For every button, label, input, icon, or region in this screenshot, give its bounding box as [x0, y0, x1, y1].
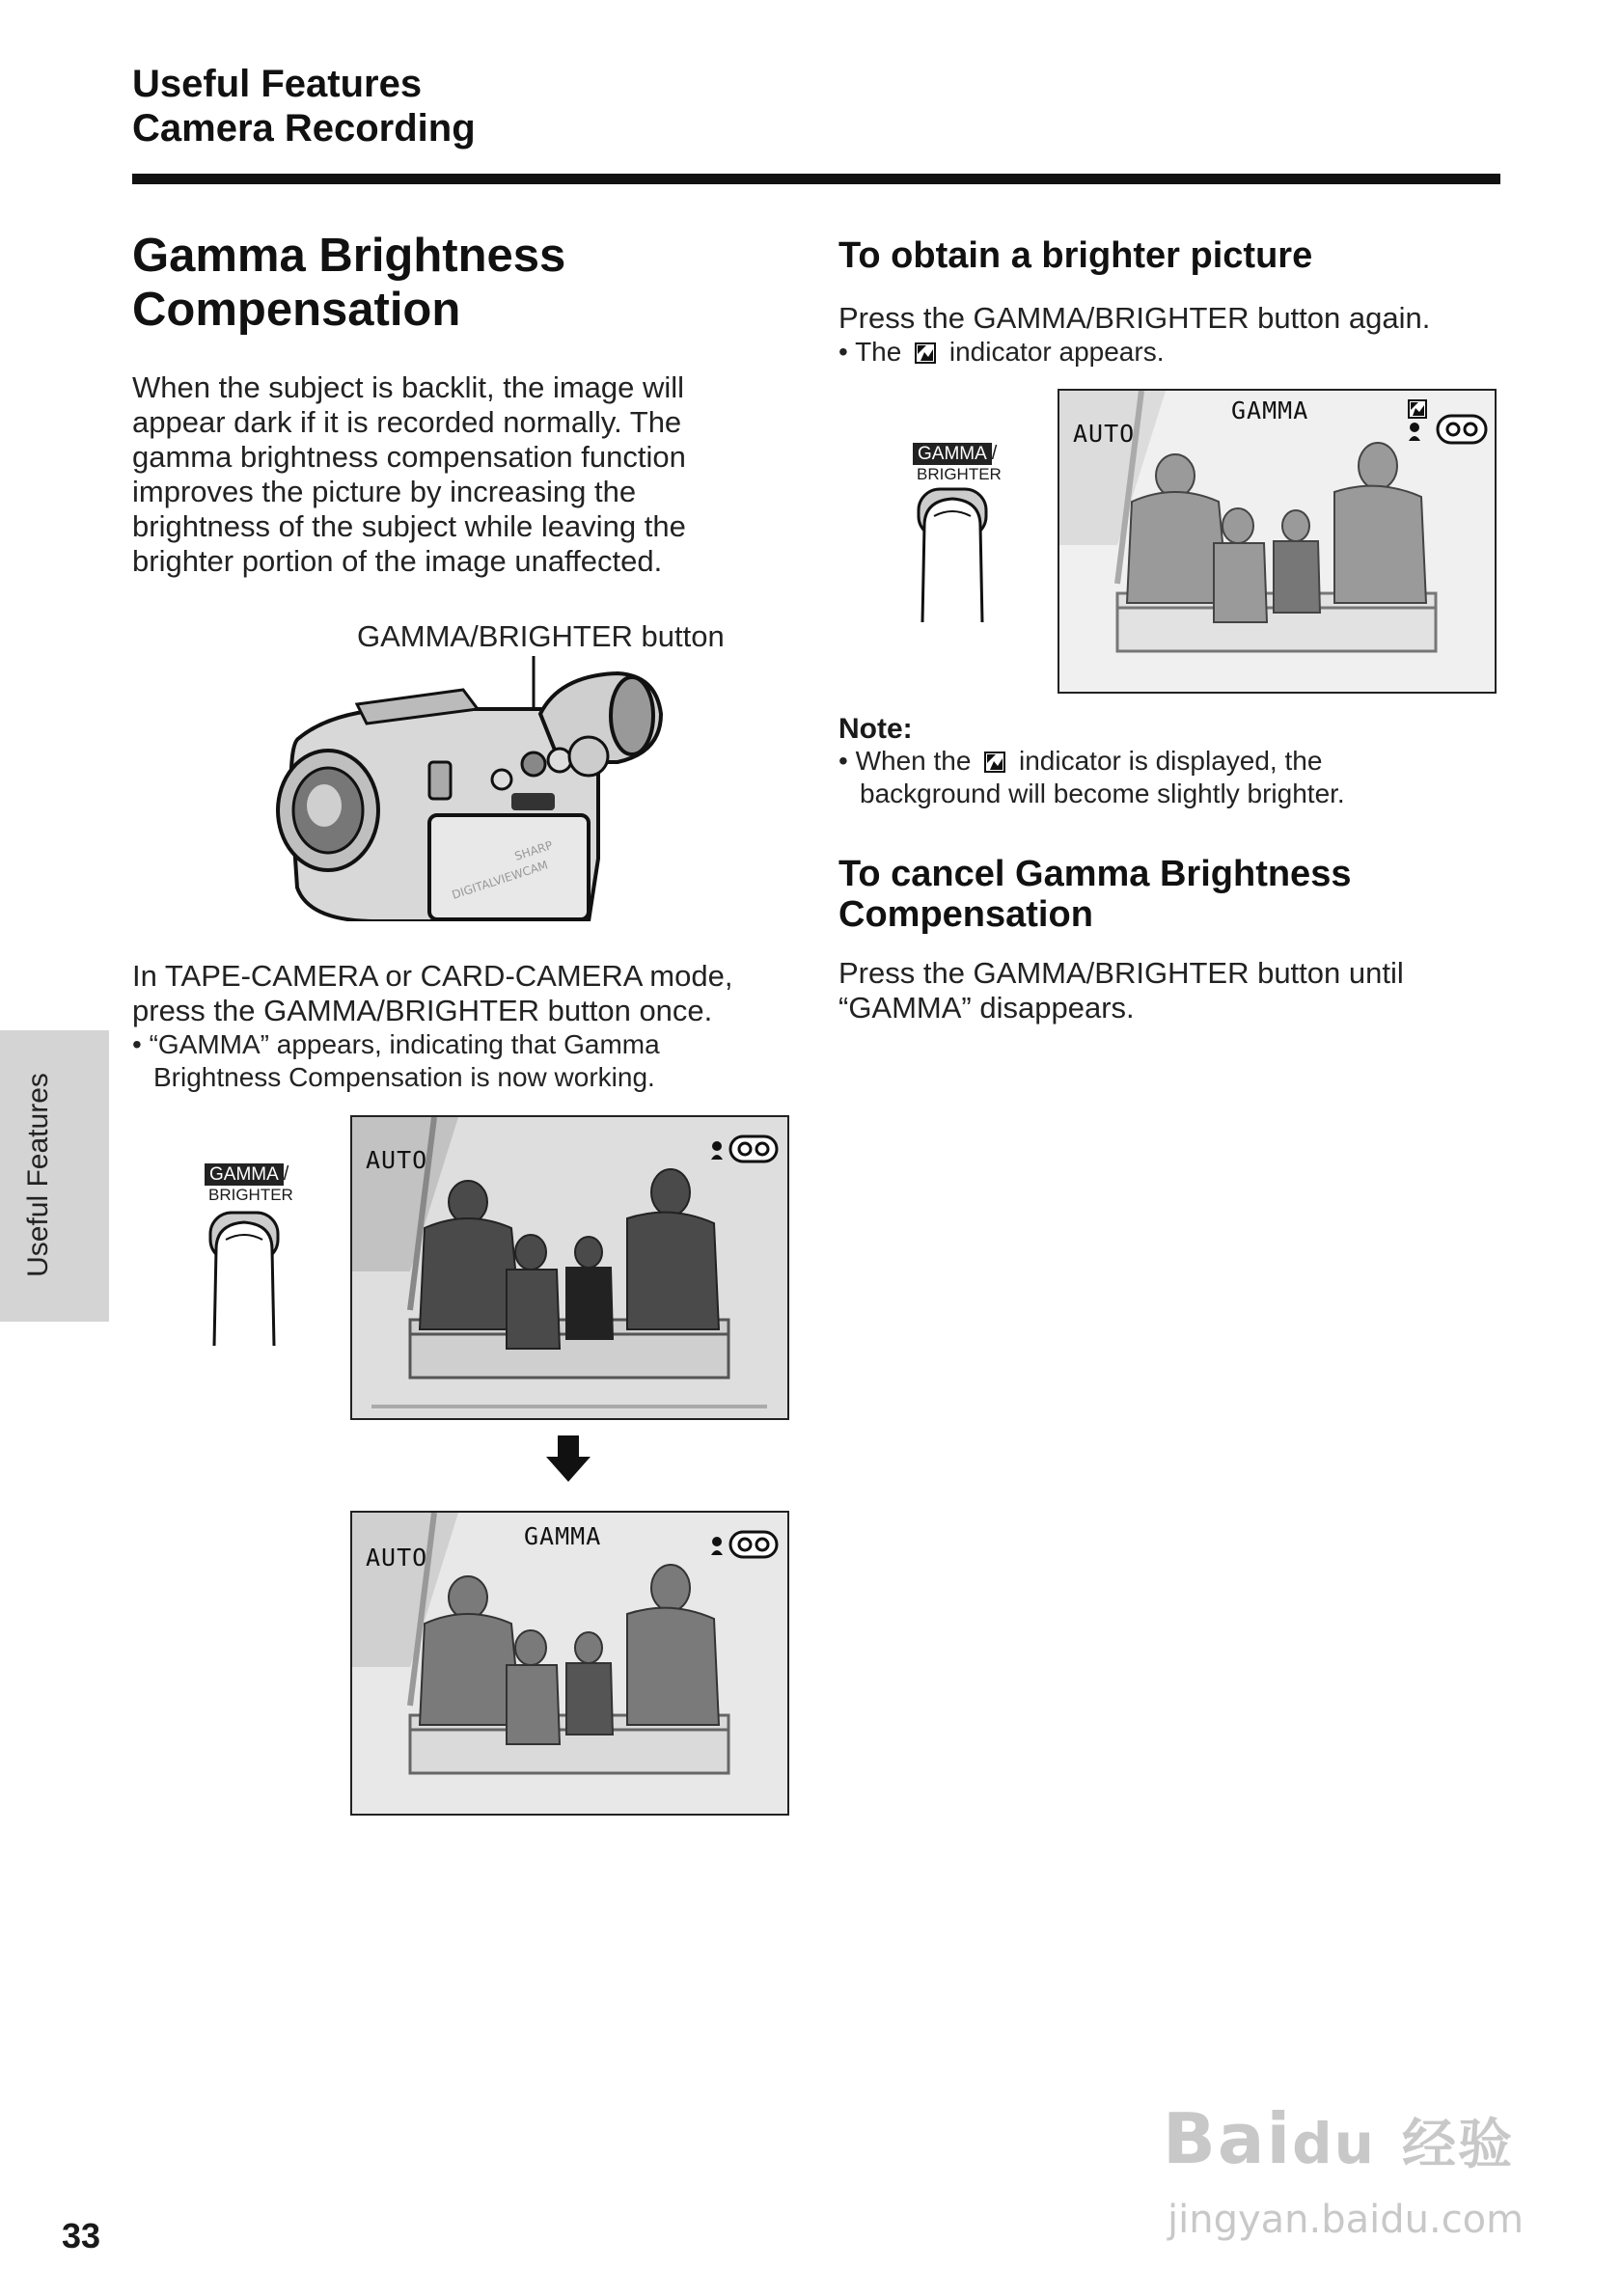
label-slash: / [283, 1163, 289, 1185]
tape-mode-icon [709, 1133, 781, 1165]
bullet-post: indicator appears. [948, 337, 1165, 367]
cancel-instruction [838, 956, 1495, 1025]
title-line-1: Gamma Brightness [132, 230, 566, 282]
gamma-label: GAMMA [205, 1163, 284, 1186]
page-title [132, 229, 565, 337]
header-line-2: Camera Recording [132, 107, 476, 150]
intro-line: appear dark if it is recorded normally. The [132, 405, 682, 439]
gamma-bullet [132, 1028, 788, 1094]
brighter-label: BRIGHTER [208, 1186, 293, 1204]
note-line-2: background will become slightly brighter. [860, 779, 1345, 808]
osd-auto: AUTO [1073, 420, 1136, 448]
section-header [132, 62, 476, 150]
viewfinder-screen-gamma [350, 1511, 789, 1816]
watermark-brand-2: du [1292, 2111, 1376, 2176]
note-heading: Note: [838, 713, 913, 745]
camera-model-text: DIGITALVIEWCAM [450, 858, 550, 902]
bullet-line: Brightness Compensation is now working. [153, 1062, 655, 1092]
mode-instruction [132, 959, 788, 1028]
header-rule [132, 174, 1500, 184]
finger-press-icon [203, 1211, 289, 1346]
side-tab-label: Useful Features [22, 1073, 54, 1277]
tape-mode-icon [709, 1528, 781, 1561]
gamma-brighter-button-label [913, 443, 1002, 484]
cancel-heading-line: To cancel Gamma Brightness [838, 854, 1352, 894]
instruction-line: In TAPE-CAMERA or CARD-CAMERA mode, [132, 959, 733, 993]
intro-line: brightness of the subject while leaving the [132, 509, 686, 543]
brighter-and-tape-icons [1407, 398, 1490, 447]
instruction-line: press the GAMMA/BRIGHTER button once. [132, 994, 713, 1027]
camcorder-illustration [270, 656, 675, 921]
note-pre: • When the [838, 746, 972, 776]
watermark-chinese: 经验 [1402, 2114, 1515, 2176]
cancel-heading-line: Compensation [838, 894, 1093, 935]
brighter-indicator-icon [915, 342, 936, 364]
brighter-instruction: Press the GAMMA/BRIGHTER button again. [838, 301, 1431, 335]
finger-press-icon [911, 487, 998, 622]
page-number: 33 [62, 2216, 101, 2255]
bullet-line: • “GAMMA” appears, indicating that Gamma [132, 1029, 660, 1059]
brighter-heading: To obtain a brighter picture [838, 235, 1313, 276]
intro-line: brighter portion of the image unaffected. [132, 544, 663, 578]
osd-auto: AUTO [366, 1146, 428, 1174]
intro-line: improves the picture by increasing the [132, 475, 637, 508]
watermark-logo [1163, 2098, 1514, 2179]
header-line-1: Useful Features [132, 63, 423, 105]
brighter-bullet [838, 336, 1164, 369]
arrow-down-icon [546, 1435, 591, 1482]
watermark-url: jingyan.baidu.com [1168, 2198, 1525, 2242]
watermark-brand: Bai [1163, 2098, 1293, 2179]
bullet-pre: • The [838, 337, 902, 367]
note-post: indicator is displayed, the [1019, 746, 1323, 776]
title-line-2: Compensation [132, 284, 461, 336]
intro-line: When the subject is backlit, the image will [132, 370, 685, 404]
camera-callout-label: GAMMA/BRIGHTER button [357, 619, 725, 653]
cancel-line: Press the GAMMA/BRIGHTER button until [838, 956, 1404, 990]
brighter-indicator-icon [984, 752, 1005, 773]
osd-auto: AUTO [366, 1544, 428, 1572]
gamma-label: GAMMA [913, 443, 992, 465]
gamma-brighter-button-label [205, 1163, 293, 1205]
cancel-line: “GAMMA” disappears. [838, 991, 1135, 1025]
viewfinder-screen-brighter [1058, 389, 1497, 694]
osd-gamma: GAMMA [1231, 396, 1309, 424]
camera-brand-text: SHARP [512, 838, 555, 863]
viewfinder-screen-normal [350, 1115, 789, 1420]
note-text [838, 745, 1514, 810]
osd-gamma: GAMMA [524, 1522, 602, 1550]
label-slash: / [991, 443, 998, 464]
cancel-heading [838, 854, 1351, 935]
intro-paragraph [132, 370, 769, 579]
intro-line: gamma brightness compensation function [132, 440, 686, 474]
side-tab [0, 1030, 109, 1322]
brighter-label: BRIGHTER [917, 465, 1002, 483]
